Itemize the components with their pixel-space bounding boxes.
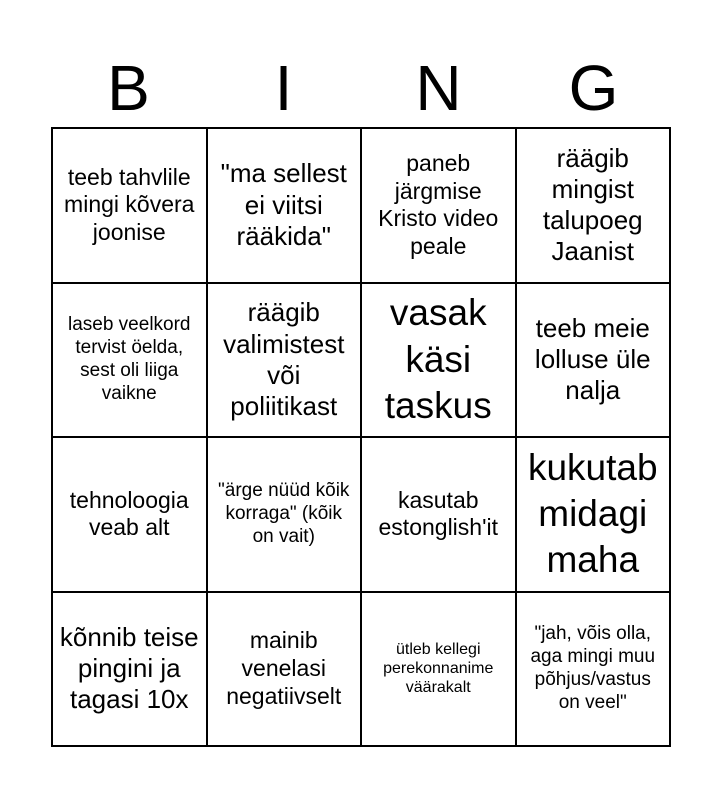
bingo-cell-r1c2[interactable]: "ma sellest ei viitsi rääkida" <box>208 129 363 284</box>
bingo-grid <box>51 127 671 747</box>
bingo-cell-r4c2[interactable]: mainib venelasi negatiivselt <box>208 593 363 748</box>
bingo-cell-r1c1[interactable]: teeb tahvlile mingi kõvera joonise <box>53 129 208 284</box>
header-letter-n: N <box>415 52 462 124</box>
bingo-cell-r2c1[interactable]: laseb veelkord tervist öelda, sest oli liiga vaikne <box>53 284 208 439</box>
header-letter-i: I <box>274 52 293 124</box>
bingo-cell-r1c4[interactable]: räägib mingist talupoeg Jaanist <box>517 129 672 284</box>
bingo-cell-r3c4[interactable]: kukutab midagi maha <box>517 438 672 593</box>
bingo-cell-r1c3[interactable]: paneb järgmise Kristo video peale <box>362 129 517 284</box>
bingo-cell-r4c3[interactable]: ütleb kellegi perekonnanime väärakalt <box>362 593 517 748</box>
header-letter-g: G <box>568 52 619 124</box>
bingo-cell-r4c1[interactable]: kõnnib teise pingini ja tagasi 10x <box>53 593 208 748</box>
bingo-cell-r2c4[interactable]: teeb meie lolluse üle nalja <box>517 284 672 439</box>
header-letter-b: B <box>107 52 150 124</box>
bingo-cell-r2c3[interactable]: vasak käsi taskus <box>362 284 517 439</box>
bingo-cell-r3c1[interactable]: tehnoloogia veab alt <box>53 438 208 593</box>
bingo-cell-r4c4[interactable]: "jah, võis olla, aga mingi muu põhjus/vastus on veel" <box>517 593 672 748</box>
bingo-cell-r3c2[interactable]: "ärge nüüd kõik korraga" (kõik on vait) <box>208 438 363 593</box>
bingo-cell-r2c2[interactable]: räägib valimistest või poliitikast <box>208 284 363 439</box>
bingo-header <box>51 48 671 128</box>
bingo-cell-r3c3[interactable]: kasutab estonglish'it <box>362 438 517 593</box>
